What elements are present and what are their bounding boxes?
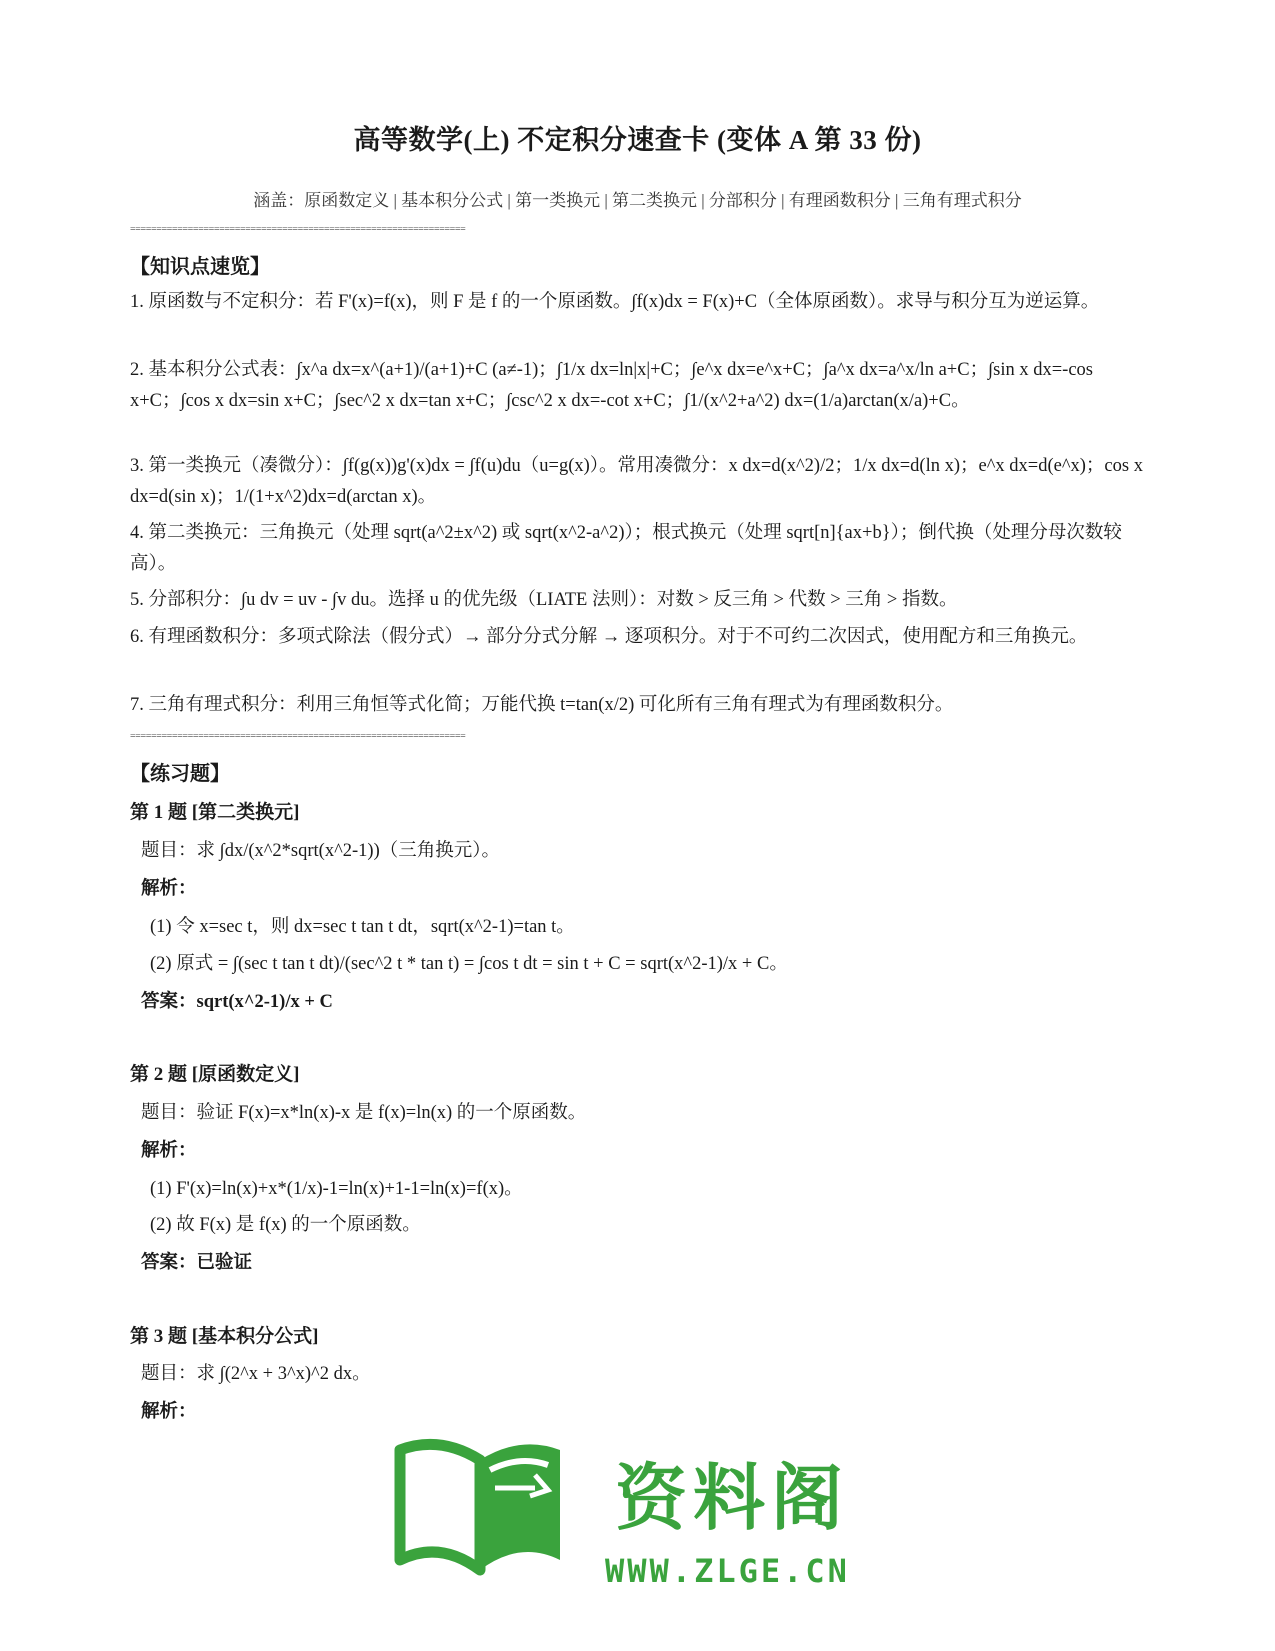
question-title: 第 3 题 [基本积分公式] [130, 1326, 319, 1347]
analysis-label: 解析： [141, 879, 197, 899]
knowledge-item: 2. 基本积分公式表：∫x^a dx=x^(a+1)/(a+1)+C (a≠-1)；∫1/x dx=ln|x|+C；∫e^x dx=e^x+C；∫a^x dx=a^x/ln a+C；∫sin x dx=-cos x+C；∫cos x dx=sin x+C；∫sec^2 x dx=tan x+C；∫csc^2 x dx=-cot x+C；∫1/(x^2+a^2) dx=(1/a)arctan(x/a)+C。 [130, 360, 1093, 411]
question-prompt: 题目：验证 F(x)=x*ln(x)-x 是 f(x)=ln(x) 的一个原函数。 [141, 1103, 587, 1123]
knowledge-item: 5. 分部积分：∫u dv = uv - ∫v du。选择 u 的优先级（LIATE 法则）：对数 > 反三角 > 代数 > 三角 > 指数。 [130, 590, 958, 610]
knowledge-item: 1. 原函数与不定积分：若 F'(x)=f(x)，则 F 是 f 的一个原函数。∫f(x)dx = F(x)+C（全体原函数）。求导与积分互为逆运算。 [130, 292, 1100, 312]
question-title: 第 2 题 [原函数定义] [130, 1064, 300, 1085]
solution-step: (2) 故 F(x) 是 f(x) 的一个原函数。 [150, 1215, 421, 1235]
watermark-text: 资料阁 [615, 1456, 850, 1540]
solution-step: (1) F'(x)=ln(x)+x*(1/x)-1=ln(x)+1-1=ln(x)=f(x)。 [150, 1179, 523, 1199]
separator-line: ================================================================ [130, 224, 466, 235]
question-prompt: 题目：求 ∫(2^x + 3^x)^2 dx。 [141, 1364, 371, 1384]
practice-heading: 【练习题】 [130, 763, 230, 785]
analysis-label: 解析： [141, 1141, 197, 1161]
page-title: 高等数学(上) 不定积分速查卡 (变体 A 第 33 份) [353, 125, 922, 155]
watermark [400, 1440, 880, 1640]
knowledge-item: 3. 第一类换元（凑微分）：∫f(g(x))g'(x)dx = ∫f(u)du（u=g(x)）。常用凑微分：x dx=d(x^2)/2；1/x dx=d(ln x)；e^x dx=d(e^x)；cos x dx=d(sin x)；1/(1+x^2)dx=d(arctan x)。 [130, 456, 1143, 507]
answer-line: 答案：sqrt(x^2-1)/x + C [141, 992, 333, 1012]
knowledge-item: 4. 第二类换元：三角换元（处理 sqrt(a^2±x^2) 或 sqrt(x^2-a^2)）；根式换元（处理 sqrt[n]{ax+b}）；倒代换（处理分母次数较高）。 [130, 523, 1122, 574]
question-title: 第 1 题 [第二类换元] [130, 802, 300, 823]
knowledge-item: 7. 三角有理式积分：利用三角恒等式化简；万能代换 t=tan(x/2) 可化所有三角有理式为有理函数积分。 [130, 695, 954, 715]
solution-step: (2) 原式 = ∫(sec t tan t dt)/(sec^2 t * tan t) = ∫cos t dt = sin t + C = sqrt(x^2-1)/x + C。 [150, 954, 788, 974]
knowledge-item: 6. 有理函数积分：多项式除法（假分式）→ 部分分式分解 → 逐项积分。对于不可约二次因式，使用配方和三角换元。 [130, 627, 1088, 647]
separator-line: ================================================================ [130, 731, 466, 742]
answer-line: 答案：已验证 [141, 1253, 253, 1273]
watermark-url: WWW.ZLGE.CN [605, 1552, 850, 1590]
knowledge-heading: 【知识点速览】 [130, 256, 270, 278]
solution-step: (1) 令 x=sec t，则 dx=sec t tan t dt，sqrt(x^2-1)=tan t。 [150, 917, 575, 937]
analysis-label: 解析： [141, 1402, 197, 1422]
question-prompt: 题目：求 ∫dx/(x^2*sqrt(x^2-1))（三角换元）。 [141, 841, 500, 861]
page-subtitle: 涵盖：原函数定义 | 基本积分公式 | 第一类换元 | 第二类换元 | 分部积分 | 有理函数积分 | 三角有理式积分 [253, 191, 1022, 210]
open-book-icon [380, 1430, 580, 1580]
